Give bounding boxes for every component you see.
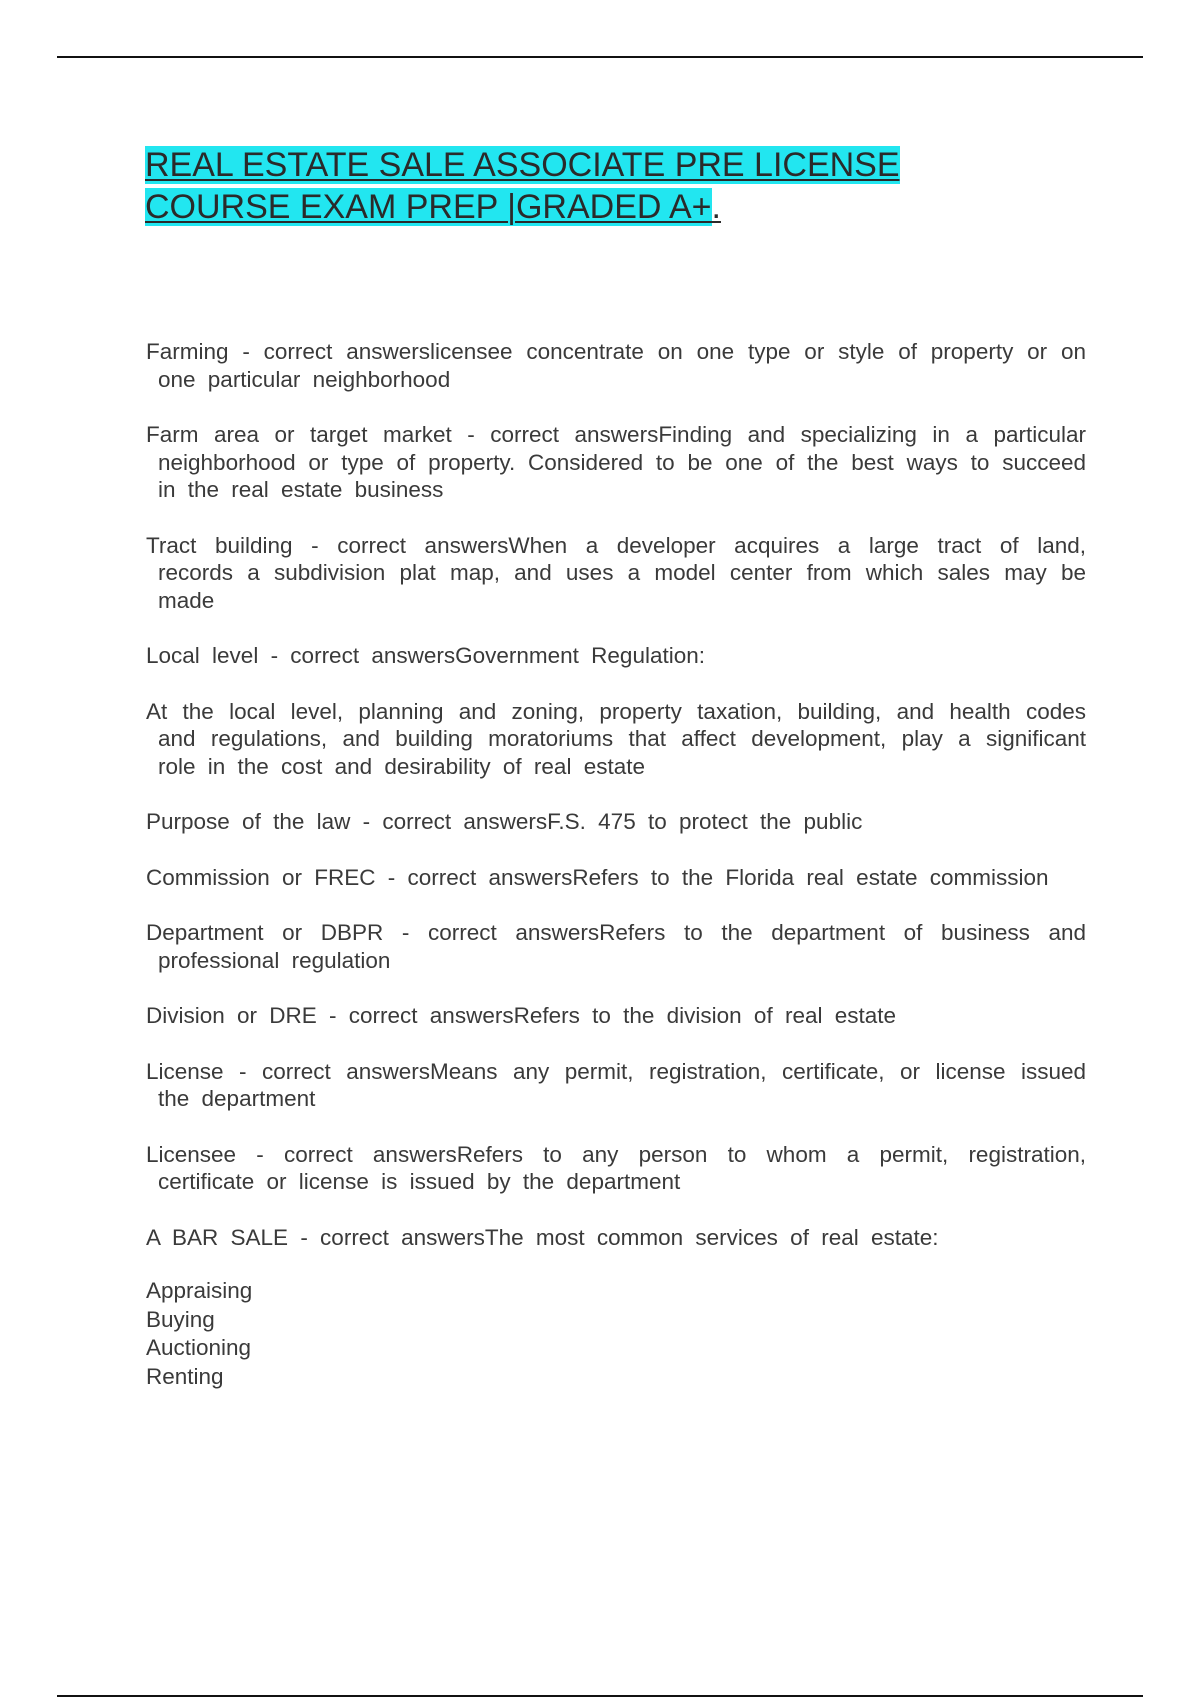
top-rule: [57, 56, 1143, 58]
entry-commission: Commission or FREC - correct answersRefers to the Florida real estate commission: [146, 864, 1049, 890]
list-item: Appraising: [146, 1278, 253, 1303]
list-item: Buying: [146, 1306, 215, 1332]
document-title: [145, 144, 1045, 228]
entry-department: Department or DBPR - correct answersRefers to the department of business and professional regulation: [146, 920, 1086, 973]
entry-farming: Farming - correct answerslicensee concentrate on one type or style of property or on one particular neighborhood: [146, 339, 1086, 392]
entry-farm-area: Farm area or target market - correct answersFinding and specializing in a particular neighborhood or type of property. Considered to be one of the best ways to succeed in the real estate business: [146, 422, 1086, 502]
entry-division: Division or DRE - correct answersRefers to the division of real estate: [146, 1003, 897, 1028]
entry-local-level-detail: At the local level, planning and zoning, property taxation, building, and health codes and regulations, and building moratoriums that affect development, play a significant role in the cost and desirability of real estate: [146, 698, 1086, 779]
title-highlight: REAL ESTATE SALE ASSOCIATE PRE LICENSE COURSE EXAM PREP |GRADED A+: [145, 146, 900, 226]
bottom-rule: [57, 1695, 1143, 1697]
entry-local-level: Local level - correct answersGovernment Regulation:: [146, 643, 705, 668]
title-trailing: .: [711, 188, 721, 226]
services-list: [146, 1277, 1086, 1391]
document-body: [146, 338, 1086, 1391]
entry-purpose-of-law: Purpose of the law - correct answersF.S. 475 to protect the public: [146, 809, 863, 834]
entry-license: License - correct answersMeans any permit, registration, certificate, or license issued the department: [146, 1058, 1086, 1111]
entry-licensee: Licensee - correct answersRefers to any person to whom a permit, registration, certificate or license is issued by the department: [146, 1141, 1086, 1194]
list-item: Renting: [146, 1363, 224, 1389]
entry-tract-building: Tract building - correct answersWhen a developer acquires a large tract of land, records a subdivision plat map, and uses a model center from which sales may be made: [146, 532, 1086, 613]
list-item: Auctioning: [146, 1335, 252, 1360]
entry-a-bar-sale: A BAR SALE - correct answersThe most common services of real estate:: [146, 1224, 939, 1250]
